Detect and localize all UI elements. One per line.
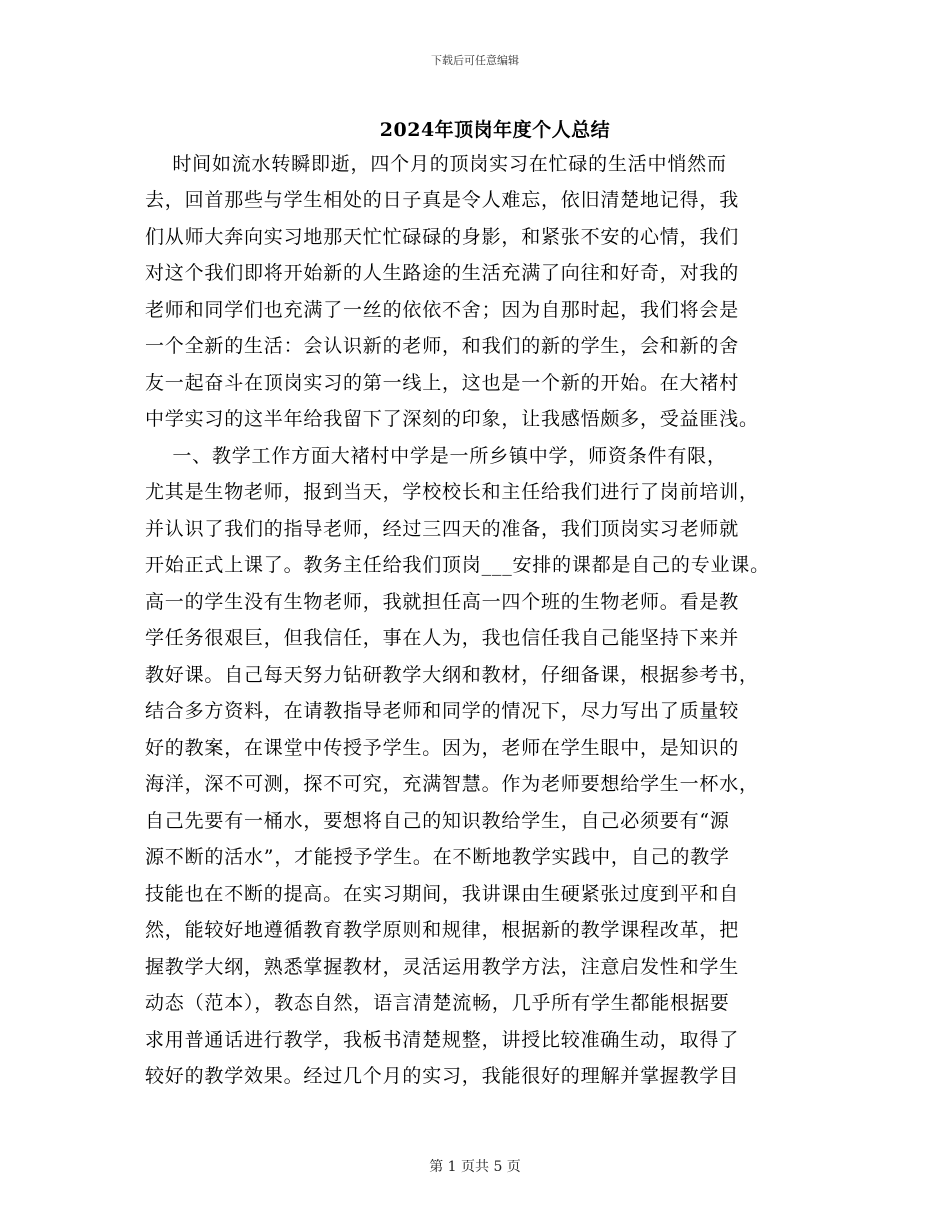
body-line: 结合多方资料，在请教指导老师和同学的情况下，尽力写出了质量较	[145, 700, 740, 722]
body-line: 求用普通话进行教学，我板书清楚规整，讲授比较准确生动，取得了	[145, 1029, 740, 1051]
body-line: 一个全新的生活：会认识新的老师，和我们的新的学生，会和新的舍	[145, 335, 740, 357]
body-line: 较好的教学效果。经过几个月的实习，我能很好的理解并掌握教学目	[145, 1065, 740, 1087]
body-line: 高一的学生没有生物老师，我就担任高一四个班的生物老师。看是教	[145, 591, 740, 613]
body-line: 时间如流水转瞬即逝，四个月的顶岗实习在忙碌的生活中悄然而	[145, 153, 727, 175]
body-line: 老师和同学们也充满了一丝的依依不舍；因为自那时起，我们将会是	[145, 299, 740, 321]
body-line: 开始正式上课了。教务主任给我们顶岗___安排的课都是自己的专业课。	[145, 554, 770, 576]
body-line: 尤其是生物老师，报到当天，学校校长和主任给我们进行了岗前培训，	[145, 481, 759, 503]
body-line: 一、教学工作方面大褚村中学是一所乡镇中学，师资条件有限，	[145, 445, 727, 467]
body-line: 教好课。自己每天努力钻研教学大纲和教材，仔细备课，根据参考书，	[145, 664, 759, 686]
body-line: 然，能较好地遵循教育教学原则和规律，根据新的教学课程改革，把	[145, 919, 740, 941]
body-line: 们从师大奔向实习地那天忙忙碌碌的身影，和紧张不安的心情，我们	[145, 226, 740, 248]
body-line: 学任务很艰巨，但我信任，事在人为，我也信任我自己能坚持下来并	[145, 627, 740, 649]
body-line: 海洋，深不可测，探不可究，充满智慧。作为老师要想给学生一杯水，	[145, 773, 759, 795]
body-line: 源不断的活水”，才能授予学生。在不断地教学实践中，自己的教学	[145, 846, 730, 868]
body-line: 并认识了我们的指导老师，经过三四天的准备，我们顶岗实习老师就	[145, 518, 740, 540]
page-header: 下载后可任意编辑	[431, 54, 519, 67]
body-line: 自己先要有一桶水，要想将自己的知识教给学生，自己必须要有“源	[145, 810, 730, 832]
body-line: 中学实习的这半年给我留下了深刻的印象，让我感悟颇多，受益匪浅。	[145, 408, 759, 430]
body-line: 对这个我们即将开始新的人生路途的生活充满了向往和好奇，对我的	[145, 262, 740, 284]
body-line: 握教学大纲，熟悉掌握教材，灵活运用教学方法，注意启发性和学生	[145, 956, 740, 978]
body-line: 友一起奋斗在顶岗实习的第一线上，这也是一个新的开始。在大褚村	[145, 372, 740, 394]
body-line: 技能也在不断的提高。在实习期间，我讲课由生硬紧张过度到平和自	[145, 883, 740, 905]
body-line: 好的教案，在课堂中传授予学生。因为，老师在学生眼中，是知识的	[145, 737, 740, 759]
document-title: 2024年顶岗年度个人总结	[379, 119, 611, 141]
body-line: 动态（范本），教态自然，语言清楚流畅，几乎所有学生都能根据要	[145, 992, 730, 1014]
body-line: 去，回首那些与学生相处的日子真是令人难忘，依旧清楚地记得，我	[145, 189, 740, 211]
page-footer: 第 1 页共 5 页	[429, 1159, 521, 1175]
